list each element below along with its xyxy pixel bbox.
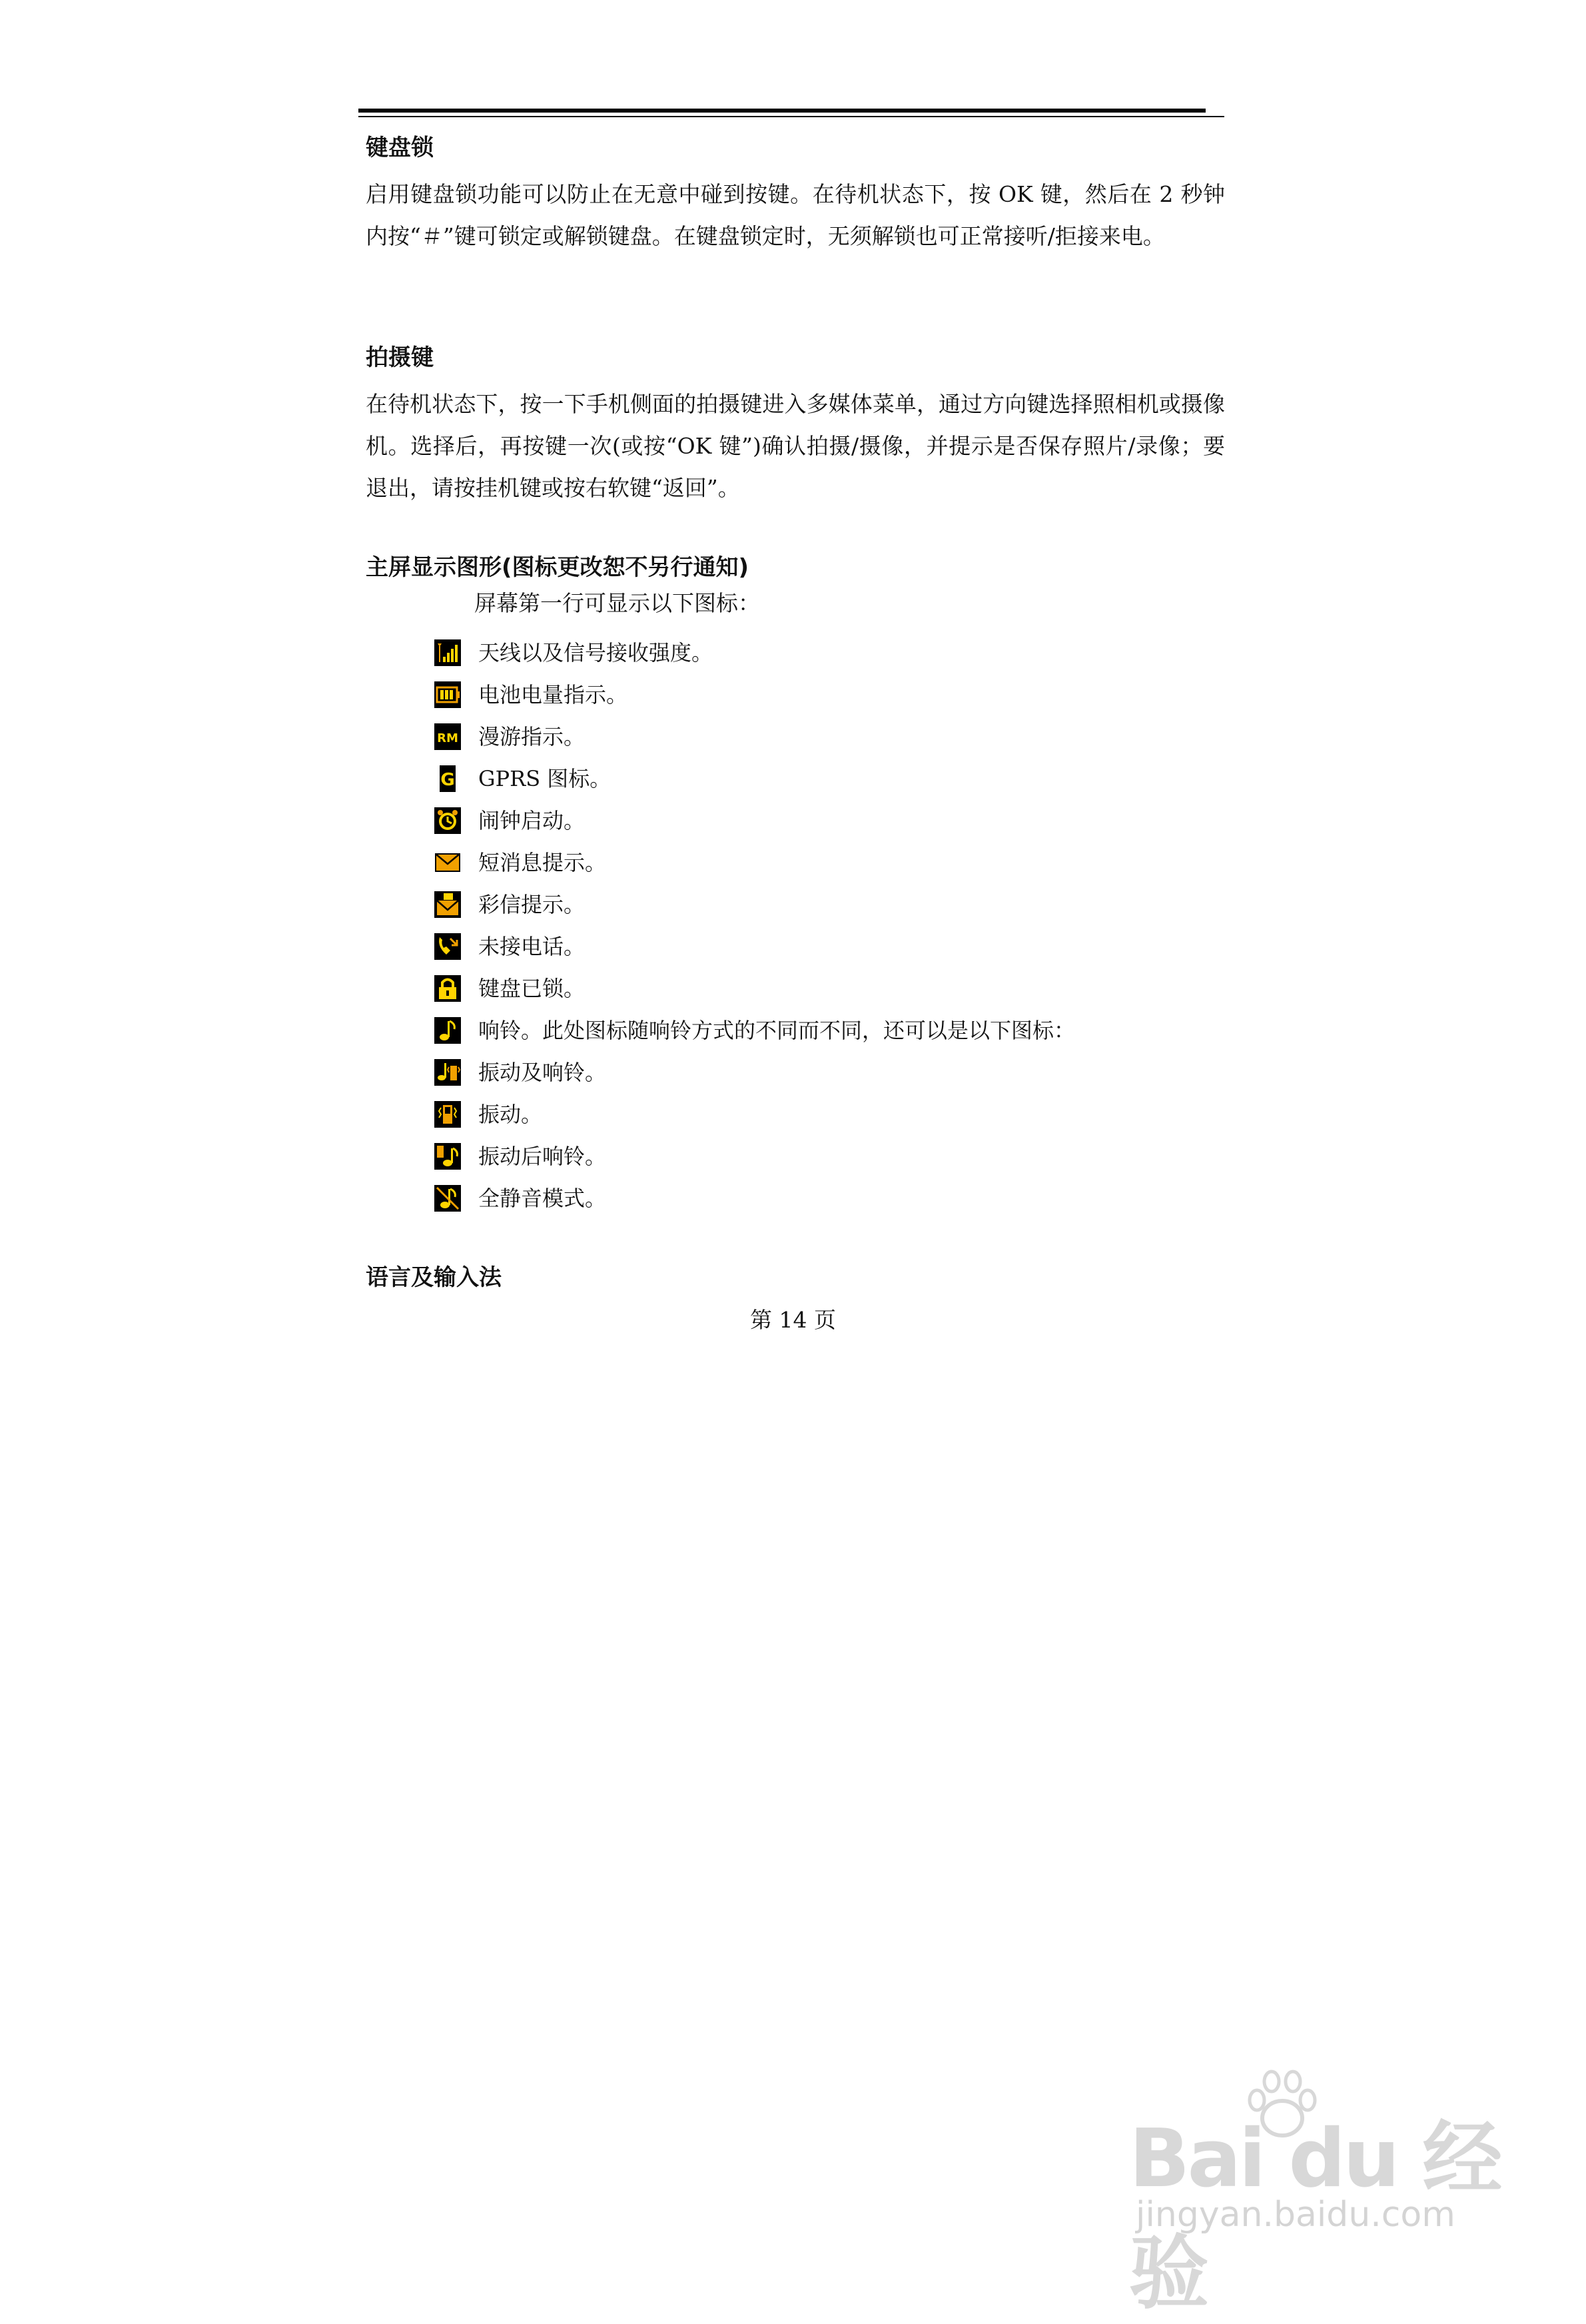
icons-heading: 主屏显示图形(图标更改恕不另行通知): [366, 554, 749, 581]
list-item: [434, 967, 1234, 1009]
vibrate-icon: [434, 1101, 461, 1128]
list-item: [434, 631, 1234, 673]
list-item: [434, 1051, 1234, 1093]
icon-description: GPRS 图标。: [478, 765, 611, 791]
signal-icon: [434, 639, 461, 666]
list-item: [434, 1093, 1234, 1135]
camera-heading: 拍摄键: [366, 344, 434, 371]
keylock-body: 启用键盘锁功能可以防止在无意中碰到按键。在待机状态下，按 OK 键，然后在 2 秒钟内按“＃”键可锁定或解锁键盘。在键盘锁定时，无须解锁也可正常接听/拒接来电。: [366, 181, 1225, 249]
icon-description: 电池电量指示。: [478, 681, 628, 707]
icon-description: 闹钟启动。: [478, 807, 586, 833]
watermark-logo: Bai du 经验: [1129, 2113, 1500, 2320]
gprs-icon: [434, 765, 461, 792]
icon-description: 振动及响铃。: [478, 1059, 607, 1085]
language-section: [366, 1263, 1225, 1292]
icon-description: 振动。: [478, 1101, 543, 1127]
header-rule-thin: [358, 116, 1224, 117]
language-heading: 语言及输入法: [366, 1264, 502, 1291]
icon-description: 未接电话。: [478, 933, 586, 959]
icon-description: 天线以及信号接收强度。: [478, 639, 713, 665]
silent-icon: [434, 1185, 461, 1212]
vibrate-and-ring-icon: [434, 1059, 461, 1086]
list-item: [434, 1009, 1234, 1051]
camera-section: [366, 343, 1225, 509]
icon-description: 响铃。此处图标随响铃方式的不同而不同，还可以是以下图标：: [478, 1017, 1076, 1043]
svg-text:G: G: [440, 769, 455, 790]
keylock-heading: 键盘锁: [366, 135, 434, 161]
list-item: [434, 1135, 1234, 1177]
icon-description: 彩信提示。: [478, 891, 586, 917]
missed-call-icon: [434, 933, 461, 960]
list-item: [434, 757, 1234, 799]
icon-description: 振动后响铃。: [478, 1143, 607, 1169]
status-icon-list: [434, 631, 1234, 1219]
list-item: [434, 883, 1234, 925]
keylock-section: [366, 133, 1225, 257]
list-item: [434, 715, 1234, 757]
list-item: [434, 1177, 1234, 1219]
header-rule-thick: [358, 109, 1206, 113]
icons-section: [366, 553, 1225, 582]
svg-text:RM: RM: [437, 731, 458, 745]
sms-icon: [434, 849, 461, 876]
alarm-icon: [434, 807, 461, 834]
mms-icon: [434, 891, 461, 918]
vibrate-then-ring-icon: [434, 1143, 461, 1170]
watermark-url: jingyan.baidu.com: [1136, 2195, 1455, 2235]
keypad-locked-icon: [434, 975, 461, 1002]
ring-icon: [434, 1017, 461, 1044]
icon-description: 短消息提示。: [478, 849, 607, 875]
list-item: [434, 841, 1234, 883]
icon-description: 键盘已锁。: [478, 975, 586, 1001]
camera-body: 在待机状态下，按一下手机侧面的拍摄键进入多媒体菜单，通过方向键选择照相机或摄像机。选择后，再按键一次(或按“OK 键”)确认拍摄/摄像，并提示是否保存照片/录像；要退出，请按挂机键或按右软键“返回”。: [366, 391, 1225, 501]
list-item: [434, 673, 1234, 715]
watermark: [1129, 2068, 1502, 2320]
page-number: 第 14 页: [750, 1307, 836, 1333]
icons-intro: 屏幕第一行可显示以下图标：: [474, 590, 760, 616]
list-item: [434, 925, 1234, 967]
battery-icon: [434, 681, 461, 708]
list-item: [434, 799, 1234, 841]
roaming-icon: [434, 723, 461, 750]
icon-description: 全静音模式。: [478, 1185, 607, 1211]
icon-description: 漫游指示。: [478, 723, 586, 749]
